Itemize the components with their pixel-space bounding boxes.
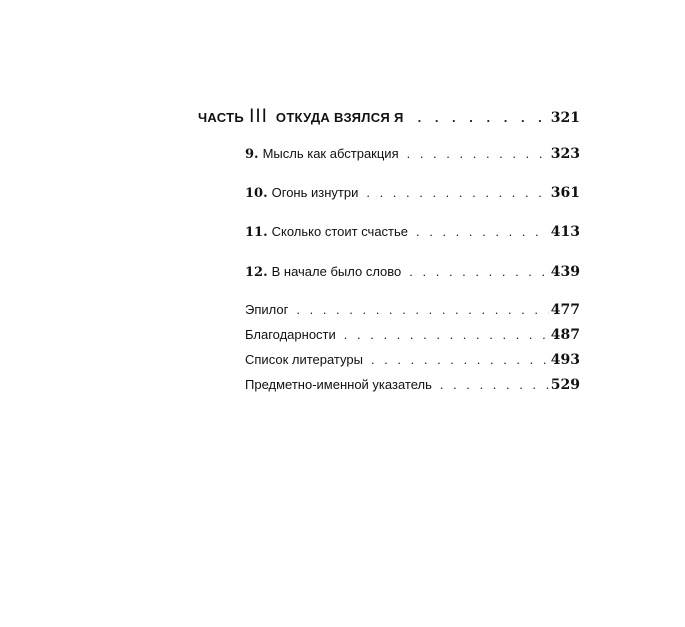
chapter-heading — [245, 224, 408, 240]
chapter-heading — [245, 185, 358, 201]
backmatter-title: Благодарности — [245, 327, 336, 342]
toc-backmatter-entry — [245, 302, 580, 318]
chapter-page-number: 413 — [550, 224, 580, 240]
chapter-title: Сколько стоит счастье — [271, 224, 409, 239]
dot-leader — [344, 327, 549, 342]
chapter-number: 11. — [245, 225, 268, 240]
dot-leader — [371, 352, 549, 367]
toc-part-entry — [198, 106, 580, 128]
toc-backmatter-entry — [245, 377, 580, 393]
chapter-title: Огонь изнутри — [271, 185, 359, 200]
chapter-page-number: 439 — [550, 264, 580, 280]
chapter-heading — [245, 264, 401, 280]
dot-leader — [407, 146, 549, 161]
chapter-page-number: 323 — [550, 146, 580, 162]
part-word: ЧАСТЬ — [198, 110, 245, 125]
backmatter-title: Эпилог — [245, 302, 289, 317]
part-page-number: 321 — [550, 110, 580, 126]
backmatter-page-number: 529 — [550, 377, 580, 393]
chapter-title: В начале было слово — [271, 264, 402, 279]
part-number: III — [249, 106, 268, 127]
dot-leader — [416, 224, 549, 239]
backmatter-page-number: 477 — [550, 302, 580, 318]
part-title: ОТКУДА ВЗЯЛСЯ Я — [275, 110, 404, 125]
part-heading — [198, 106, 404, 128]
backmatter-title: Предметно-именной указатель — [245, 377, 432, 392]
toc-backmatter-entry — [245, 327, 580, 343]
chapter-heading — [245, 146, 399, 162]
toc-chapter-entry — [245, 185, 580, 201]
toc-chapter-entry — [245, 146, 580, 162]
chapter-number: 10. — [245, 186, 268, 201]
toc-backmatter-entry — [245, 352, 580, 368]
dot-leader — [296, 302, 548, 317]
dot-leader — [440, 377, 549, 392]
toc-chapter-entry — [245, 264, 580, 280]
dot-leader — [409, 264, 548, 279]
chapter-page-number: 361 — [550, 185, 580, 201]
toc-chapter-entry — [245, 224, 580, 240]
chapter-title: Мысль как абстракция — [262, 146, 399, 161]
backmatter-page-number: 487 — [550, 327, 580, 343]
chapter-number: 12. — [245, 265, 268, 280]
backmatter-page-number: 493 — [550, 352, 580, 368]
dot-leader — [366, 185, 548, 200]
chapter-number: 9. — [245, 147, 259, 162]
dot-leader — [418, 110, 549, 125]
backmatter-title: Список литературы — [245, 352, 363, 367]
